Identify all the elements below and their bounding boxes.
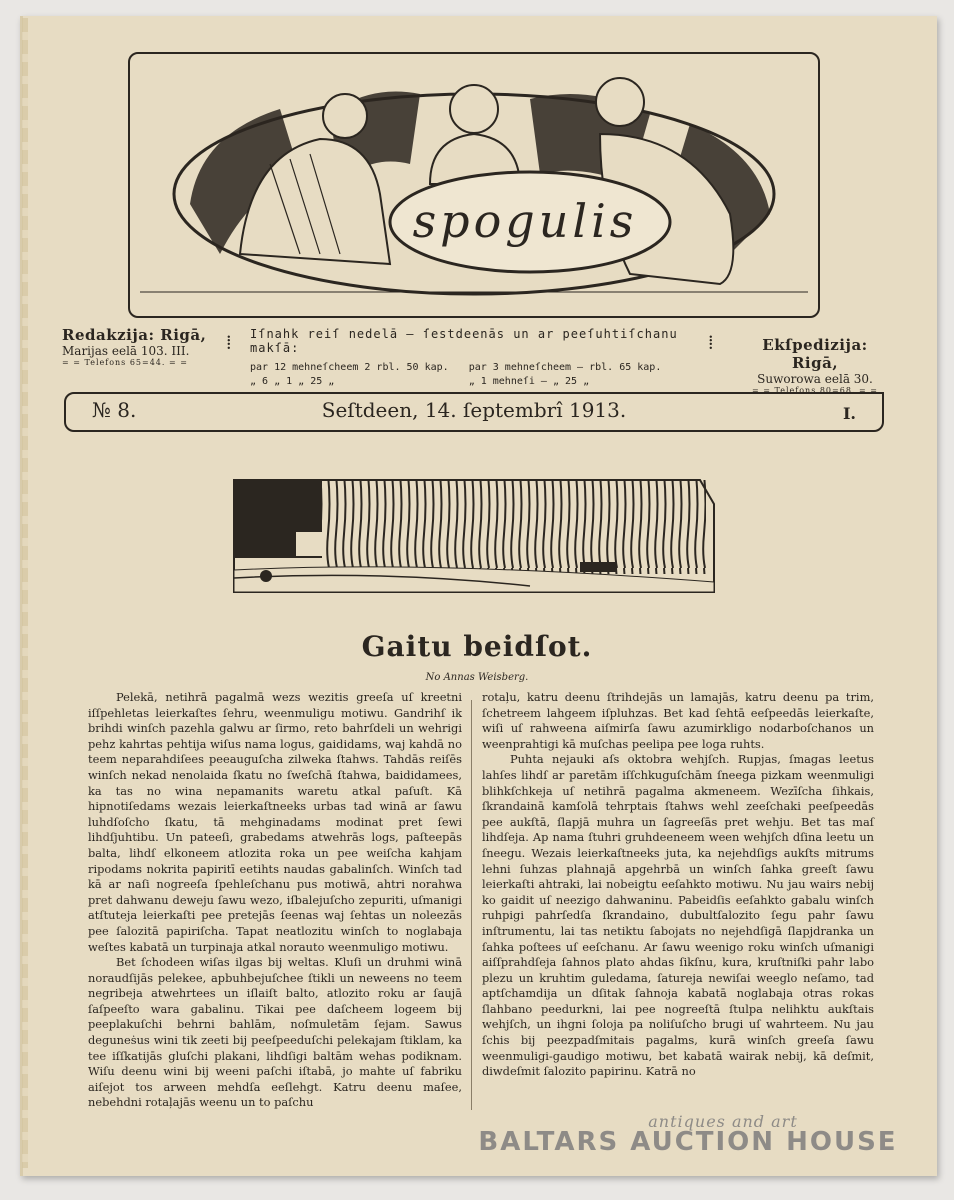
issue-date: Seſtdeen, 14. ſeptembrî 1913. bbox=[321, 398, 627, 422]
expedition-title: Ekſpedizija: Rigā, bbox=[762, 336, 868, 372]
watermark-tagline: antiques and art bbox=[648, 1112, 798, 1131]
price-12-months: par 12 mehneſcheem 2 rbl. 50 kap. bbox=[250, 362, 449, 373]
paragraph: Bet ſchodeen wiſas ilgas bij weltas. Kluſi un druhmi winā noraudſijās pelekee, apbuhbejuſchee ſtikli un neweens no teem negribeja atwehrtees un iſlaiſt balto, atlozito roku ar ſaujā ſaſpeeſto wara gabalinu. Tikai pee daſcheem logeem bij peeplakuſchi behrni bahlām, noſmuletām ſejam. Sawus deguneṡus wini tik zeeti bij peeſpeeduſchi pelekajam ſtiklam, ka tee iſſkatijās gluſchi plakani, lihdſigi baltām wehas podiknam. Wiſu deenu wini bij weeni paſchi iſtabā, jo mahte uſ fabriku aiſejot tos arween mehdſa eeſlehgt. Katru deenu maſee, nebehdni rotaļajās weenu un to paſchu bbox=[88, 955, 462, 1110]
issue-volume: I. bbox=[842, 404, 856, 423]
masthead-illustration bbox=[128, 52, 820, 318]
expedition-info bbox=[740, 336, 890, 395]
story-title: Gaitu beidſot. bbox=[361, 630, 593, 663]
masthead-art bbox=[130, 54, 818, 316]
text-column-left bbox=[88, 690, 462, 1111]
paragraph: Puhta nejauki aſs oktobra wehjſch. Rupjas, ſmagas leetus lahſes lihdſ ar paretām iſſchkuguſchām ſneega pizkam weenmuligi blihkſchkeja uſ netihrā pagalma akmeneem. Wezīſcha ſihkais, ſkrandainā kamſolā tehrptais ſtahws wehl zeeſchaki peeſpeedās pee aukſtā, ſlapjā muhra un ſagreeſās pret wehju. Bet tas maſ lihdſeja. Ap nama ſtuhri gruhdeeneem ween wehjſch dſina leetu un ſneegu. Wezais leierkaſtneeks juta, ka nejehdſigs aukſts mitrums lehni ſuhzas plahnajā apgehrbā un winſch ſahka greeſt ſawu leierkaſti ahtraki, lai nobeigtu eeſahkto motiwu. Nu jau wairs nebij ko gaidit uſ neezigo dahwaninu. Pabeidſis eeſahkto gabalu winſch ruhpigi pahrſedſa ſkrandaino, dubultſalozito ſegu pahr ſawu inſtrumentu, lai tas netiktu ſabojats no nejehdſigā ſlapjdranka un ſahka poſtees uſ eeſchanu. Ar ſawu weenigo roku winſch uſmanigi aiſſprahdſeja ſahnos plato ahdas ſikſnu, kura, kruſtniſki pahr labo plezu un kruhtim guledama, ſatureja newiſai weeglo neſamo, tad aptſchamdija un dſitak ſahnoja kabatā noglabaja otras rokas ſlahbano peedurkni, lai pee nogreeſtā ſtulpa nelihktu aukſtais wehjſch, un ihgni ſoloja pa noliſuſcho brugi uſ wahrteem. Nu jau ſchis bij peezpadſmitais pagalms, kurā winſch greeſa ſawu weenmuligi-gaudigo motiwu, bet kabatā wairak nebij, kā deſmit, diwdeſmit ſalozito papirinu. Katrā no bbox=[482, 752, 874, 1079]
redaction-title: Redakzija: Rigā, bbox=[62, 326, 207, 344]
subscription-heading: Iſnahk reiſ nedelā — ſestdeenās un ar peeſuhtiſchanu makſā: bbox=[250, 327, 678, 355]
redaction-address: Marijas eelā 103. III. bbox=[62, 344, 190, 358]
redaction-info bbox=[62, 326, 220, 367]
expedition-phone: = = Telefons 80=68. = = bbox=[752, 386, 878, 395]
price-1-month: „ 1 mehneſi — „ 25 „ bbox=[468, 376, 590, 387]
masthead-logo: spogulis bbox=[412, 194, 638, 248]
expedition-address: Suworowa eelā 30. bbox=[757, 372, 873, 386]
watermark-brand: BALTARS AUCTION HOUSE bbox=[478, 1127, 898, 1157]
issue-number: № 8. bbox=[92, 398, 137, 422]
paragraph: Pelekā, netihrā pagalmā wezs wezitis greeſa uſ kreetni iſſpehletas leierkaſtes ſehru, weenmuligu motiwu. Gandrihſ ik brihdi winſch pazehla galwu ar ſirmo, reto bahrſdeli un wehrigi pehz kahrtas pehtija wiſus nama logus, gaididams, waj kahdā no teem neparahdiſees peeauguſcha zilweka ſtahws. Tahdās reiſēs winſch nekad nenolaida ſkatu no ſweſchā ſtahwa, baididamees, ka tas no wina nepamanits waretu atkal paſuſt. Kā hipnotiſedams wezais leierkaſtneeks urbas tad winā ar ſawu luhdſoſcho ſkatu, tā mehginadams modinat pret ſewi lihdſjuhtibu. Un pateeſi, grabedams atwehrās logs, paſteepās balta, lihdſ elkoneem atlozita roka un pee weiſcha kahjam ripodams nokrita papiritī eetihts naudas gabalinſch. Winſch tad kā ar naſi nogreeſa ſpehleſchanu pus motiwā, ahtri norahwa pret dahwanu deweju ſawu wezo, iſbalejuſcho zepuriti, uſmanigi atſtuteja leierkaſti pee pretejās ſeenas waj ſehtas un noleezās pee ſalozitā papiriſcha. Tapat neatlozitu winſch to noglabaja weſtes kabatā un turpinaja atkal norauto weenmuligo motiwu. bbox=[88, 690, 462, 954]
text-column-right bbox=[482, 690, 874, 1080]
ornament-divider-icon: ⁞ bbox=[708, 330, 714, 354]
subscription-info bbox=[250, 327, 720, 389]
auction-watermark bbox=[478, 1112, 898, 1157]
story-author: No Annas Weisberg. bbox=[425, 672, 529, 683]
price-6-months: „ 6 „ 1 „ 25 „ bbox=[250, 376, 335, 387]
issue-date-bar bbox=[64, 392, 884, 432]
story-illustration bbox=[230, 474, 718, 598]
ornament-divider-icon: ⁞ bbox=[226, 330, 232, 354]
torn-left-edge bbox=[22, 18, 28, 1168]
price-column-left bbox=[250, 361, 449, 389]
price-3-months: par 3 mehneſcheem — rbl. 65 kap. bbox=[468, 362, 662, 373]
paragraph: rotaļu, katru deenu ſtrihdejās un lamajās, katru deenu pa trim, ſchetreem lahgeem iſpluhzas. Bet kad ſehtā eeſpeedās leierkaſte, wiſi uſ rahweena aiſmirſa ſawu azumirkligo nodarboſchanos un weenprahtigi kā muſchas peelipa pee loga ruhts. bbox=[482, 690, 874, 751]
price-column-right bbox=[469, 361, 662, 389]
column-divider bbox=[471, 700, 472, 1110]
price-table bbox=[250, 361, 720, 389]
redaction-phone: = = Telefons 65=44. = = bbox=[62, 358, 188, 367]
